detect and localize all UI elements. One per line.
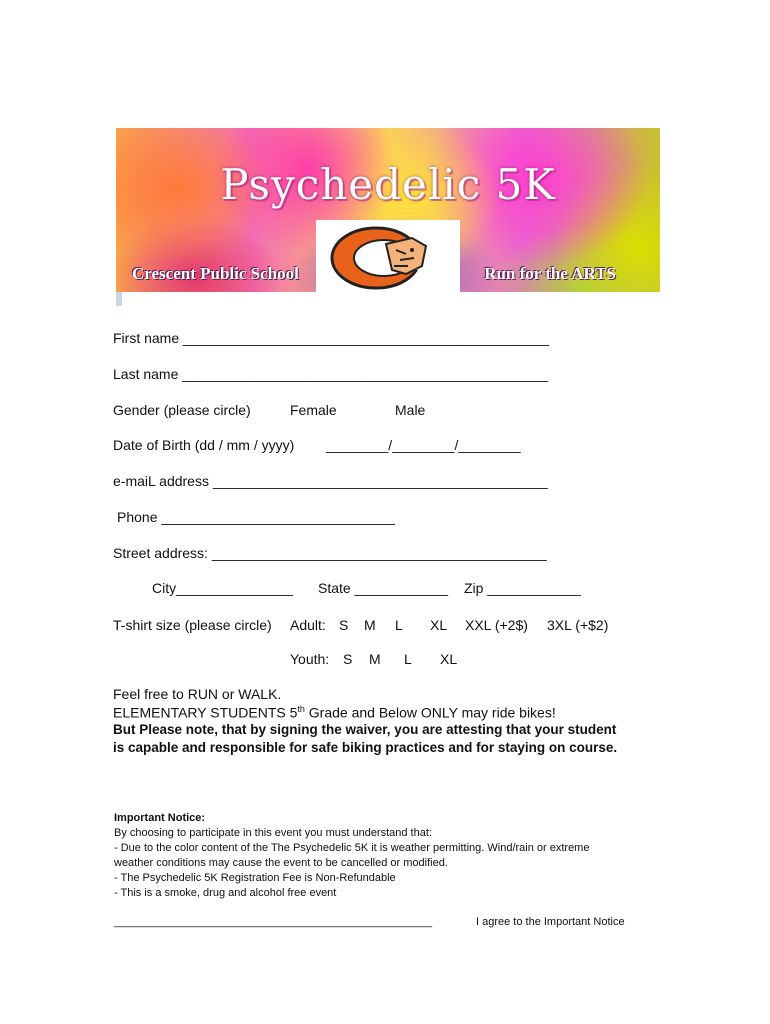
adult-size-m[interactable]: M (364, 617, 376, 633)
adult-size-3xl[interactable]: 3XL (+$2) (547, 617, 609, 633)
notice-line: weather conditions may cause the event to be cancelled or modified. (114, 857, 448, 869)
state-field[interactable]: State ____________ (318, 580, 449, 596)
banner-tagline: Run for the ARTS (484, 264, 616, 283)
adult-size-xl[interactable]: XL (430, 617, 448, 633)
banner-title: Psychedelic 5K (220, 160, 556, 209)
bike-rule-text-a: ELEMENTARY STUDENTS 5 (113, 704, 298, 721)
street-address-field[interactable]: Street address: ___________________________________________ (113, 545, 547, 561)
waiver-note-line1: But Please note, that by signing the waiver, you are attesting that your student (113, 722, 617, 737)
bike-rule-note (113, 704, 556, 721)
banner-bottom-stripe (116, 292, 122, 306)
gender-option-male[interactable]: Male (395, 402, 426, 418)
dob-label: Date of Birth (dd / mm / yyyy) (113, 437, 295, 453)
run-walk-note: Feel free to RUN or WALK. (113, 686, 282, 702)
adult-size-l[interactable]: L (395, 617, 403, 633)
notice-line: By choosing to participate in this event you must understand that: (114, 827, 432, 839)
important-notice-heading: Important Notice: (114, 812, 206, 824)
notice-line: - This is a smoke, drug and alcohol free event (114, 887, 337, 899)
youth-size-s[interactable]: S (343, 651, 353, 667)
youth-size-label: Youth: (290, 651, 330, 667)
email-field[interactable]: e-maiL address ___________________________________________ (113, 473, 548, 489)
phone-field[interactable]: Phone ______________________________ (117, 509, 395, 525)
city-field[interactable]: City_______________ (152, 580, 293, 596)
bike-rule-superscript: th (297, 704, 305, 714)
first-name-field[interactable]: First name _______________________________________________ (113, 330, 549, 346)
adult-size-xxl[interactable]: XXL (+2$) (465, 617, 528, 633)
gender-label: Gender (please circle) (113, 402, 251, 418)
school-logo (316, 220, 460, 292)
tshirt-label: T-shirt size (please circle) (113, 617, 272, 633)
event-banner (116, 128, 660, 292)
youth-size-m[interactable]: M (369, 651, 381, 667)
adult-size-label: Adult: (290, 617, 326, 633)
adult-size-s[interactable]: S (339, 617, 349, 633)
zip-field[interactable]: Zip ____________ (464, 580, 581, 596)
notice-line: - Due to the color content of the The Psychedelic 5K it is weather permitting. Wind/rain or extreme (114, 842, 590, 854)
signature-field[interactable]: ____________________________________________________ (114, 916, 433, 928)
youth-size-l[interactable]: L (404, 651, 412, 667)
waiver-note-line2: is capable and responsible for safe biking practices and for staying on course. (113, 740, 618, 755)
last-name-field[interactable]: Last name _______________________________________________ (113, 366, 549, 382)
notice-line: - The Psychedelic 5K Registration Fee is Non-Refundable (114, 872, 396, 884)
agree-notice-label: I agree to the Important Notice (476, 916, 625, 928)
dob-field[interactable]: ________/________/________ (326, 437, 521, 453)
bike-rule-text-b: Grade and Below ONLY may ride bikes! (304, 704, 556, 721)
youth-size-xl[interactable]: XL (440, 651, 458, 667)
banner-school-name: Crescent Public School (132, 264, 299, 283)
gender-option-female[interactable]: Female (290, 402, 337, 418)
tiger-c-logo-icon (316, 220, 460, 292)
